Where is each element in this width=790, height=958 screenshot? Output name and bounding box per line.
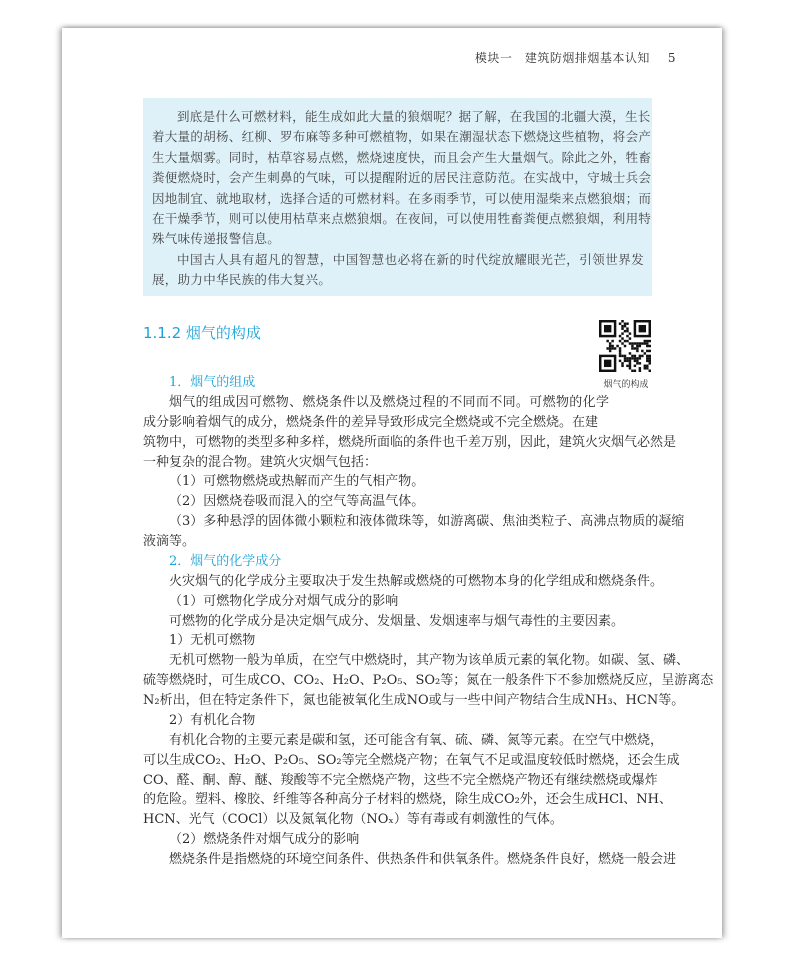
text-line: 燃烧条件是指燃烧的环境空间条件、供热条件和供氧条件。燃烧条件良好，燃烧一般会进 [169, 852, 677, 867]
text-line: 一种复杂的混合物。建筑火灾烟气包括： [143, 454, 378, 470]
text-line: （3）多种悬浮的固体微小颗粒和液体微珠等，如游离碳、焦油类粒子、高沸点物质的凝缩 [169, 514, 685, 530]
text-line: N₂析出，但在特定条件下，氮也能被氧化生成NO或与一些中间产物结合生成NH₃、HCN等。 [143, 693, 685, 708]
text-line: HCN、光气（COCl）以及氮氧化物（NOₓ）等有毒或有刺激性的气体。 [143, 812, 563, 828]
text-line: （1）可燃物燃烧或热解而产生的气相产物。 [169, 474, 425, 490]
text-line: 硫等燃烧时，可生成CO、CO₂、H₂O、P₂O₅、SO₂等；氮在一般条件下不参加燃烧反应，呈游离态 [143, 673, 714, 689]
subheading: 1．烟气的组成 [169, 375, 256, 390]
text-line: 展，助力中华民族的伟大复兴。 [152, 272, 332, 288]
text-line: 液滴等。 [143, 534, 196, 549]
text-line: 生大量烟雾。同时，枯草容易点燃，燃烧速度快，而且会产生大量烟气。除此之外，牲畜 [152, 149, 652, 165]
text-line: 火灾烟气的化学成分主要取决于发生热解或燃烧的可燃物本身的化学组成和燃烧条件。 [169, 573, 664, 589]
text-line: （1）可燃物化学成分对烟气成分的影响 [169, 593, 399, 609]
text-line: 粪便燃烧时，会产生刺鼻的气味，可以提醒附近的居民注意防范。在实战中，守城士兵会 [152, 170, 652, 186]
text-line: CO、醛、酮、醇、醚、羧酸等不完全燃烧产物，这些不完全燃烧产物还有继续燃烧或爆炸 [143, 772, 658, 788]
text-line: 的危险。塑料、橡胶、纤维等各种高分子材料的燃烧，除生成CO₂外，还会生成HCl、NH、 [143, 792, 672, 808]
story-text [152, 107, 652, 291]
text-line: 中国古人具有超凡的智慧，中国智慧也必将在新的时代绽放耀眼光芒，引领世界发 [177, 251, 644, 267]
text-line: 2）有机化合物 [169, 712, 256, 728]
running-header [475, 49, 676, 66]
section-heading: 1.1.2 烟气的构成 [143, 324, 261, 342]
text-line: 烟气的组成因可燃物、燃烧条件以及燃烧过程的不同而不同。可燃物的化学 [169, 394, 609, 410]
qr-code-icon[interactable] [599, 320, 651, 372]
text-line: 到底是什么可燃材料，能生成如此大量的狼烟呢？据了解，在我国的北疆大漠，生长 [177, 109, 651, 124]
text-line: 无机可燃物一般为单质，在空气中燃烧时，其产物为该单质元素的氧化物。如碳、氢、磷、 [169, 653, 690, 669]
text-line: 有机化合物的主要元素是碳和氢，还可能含有氧、硫、磷、氮等元素。在空气中燃烧， [169, 732, 664, 748]
story-box [143, 98, 652, 296]
text-line: 在干燥季节，则可以使用枯草来点燃狼烟。在夜间，可以使用牲畜粪便点燃狼烟，利用特 [152, 211, 652, 227]
book-page [62, 28, 722, 938]
body-text [143, 373, 714, 870]
text-line: 因地制宜、就地取材，选择合适的可燃材料。在多雨季节，可以使用湿柴来点燃狼烟；而 [152, 190, 652, 206]
text-line: 成分影响着烟气的成分，燃烧条件的差异导致形成完全燃烧或不完全燃烧。在建 [143, 414, 599, 430]
text-line: （2）因燃烧卷吸而混入的空气等高温气体。 [169, 494, 425, 510]
text-line: 1）无机可燃物 [169, 633, 256, 649]
header-title: 模块一 建筑防烟排烟基本认知 [474, 51, 650, 65]
text-line: 筑物中，可燃物的类型多种多样，燃烧所面临的条件也千差万别，因此，建筑火灾烟气必然是 [143, 434, 677, 450]
text-line: 殊气味传递报警信息。 [152, 231, 281, 247]
qr-caption: 烟气的构成 [603, 380, 649, 390]
text-line: 着大量的胡杨、红柳、罗布麻等多种可燃植物，如果在潮湿状态下燃烧这些植物，将会产 [152, 129, 652, 145]
page-number: 5 [667, 51, 676, 65]
subheading: 2．烟气的化学成分 [169, 553, 282, 569]
text-line: 可燃物的化学成分是决定烟气成分、发烟量、发烟速率与烟气毒性的主要因素。 [169, 613, 625, 629]
text-line: 可以生成CO₂、H₂O、P₂O₅、SO₂等完全燃烧产物；在氧气不足或温度较低时燃烧，还会生成 [143, 752, 680, 768]
text-line: （2）燃烧条件对烟气成分的影响 [169, 832, 360, 848]
